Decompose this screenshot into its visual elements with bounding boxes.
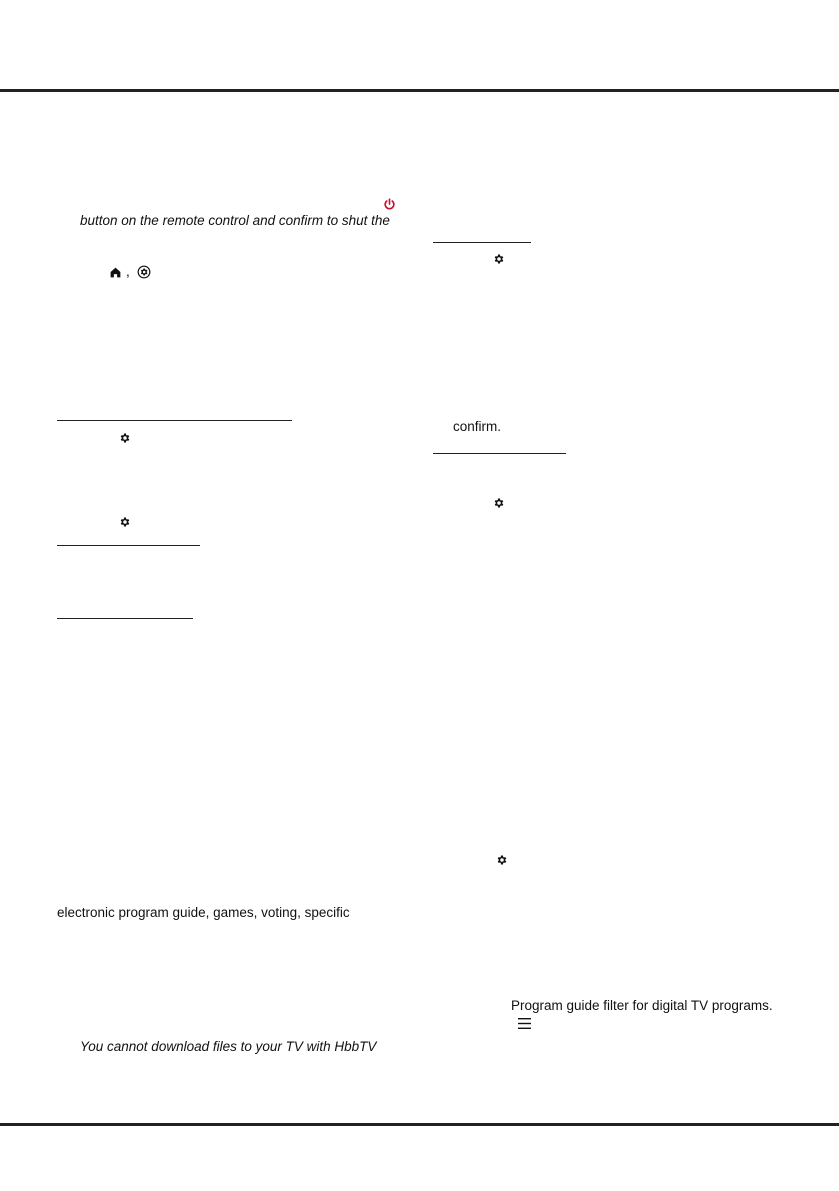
hbbtv-examples-text: electronic program guide, games, voting, specific	[57, 905, 350, 920]
section-underline-2	[57, 545, 200, 546]
gear-icon	[493, 253, 505, 265]
gear-icon	[119, 516, 131, 528]
gear-icon	[496, 854, 508, 866]
section-underline-4	[433, 242, 531, 243]
gear-icon	[119, 432, 131, 444]
section-underline-1	[57, 420, 292, 421]
section-underline-5	[433, 453, 566, 454]
section-underline-3	[57, 618, 193, 619]
menu-icon	[518, 1018, 531, 1029]
hbbtv-note-text: You cannot download files to your TV with HbbTV	[80, 1039, 377, 1054]
power-instruction-text: button on the remote control and confirm to shut the	[80, 213, 390, 228]
power-icon	[383, 197, 396, 211]
settings-ring-icon	[137, 265, 151, 279]
confirm-text: confirm.	[453, 419, 502, 434]
header-rule	[0, 89, 839, 92]
footer-rule	[0, 1123, 839, 1126]
home-icon	[109, 266, 122, 279]
gear-icon	[493, 497, 505, 509]
program-guide-filter-text: Program guide filter for digital TV programs.	[511, 998, 773, 1013]
